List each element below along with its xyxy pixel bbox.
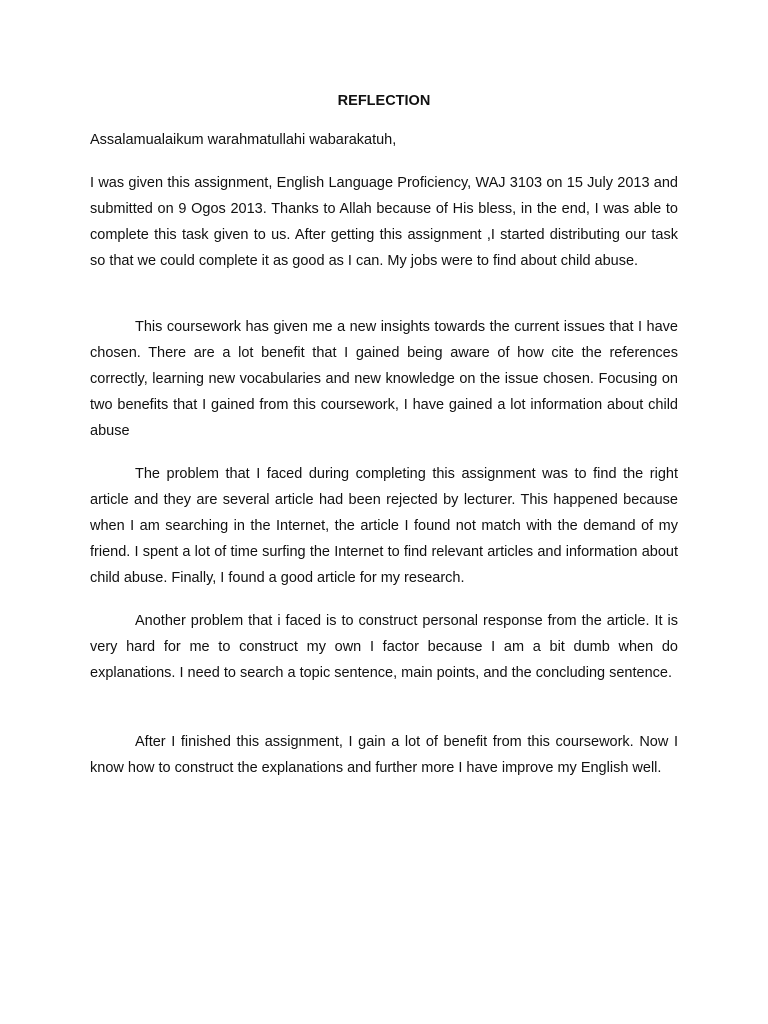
paragraph-4: Another problem that i faced is to construct personal response from the article. It is very hard for me to construct my own I factor because I am a bit dumb when do explanations. I need to search a topic sentence, main points, and the concluding sentence. bbox=[90, 613, 678, 681]
paragraph-1: I was given this assignment, English Language Proficiency, WAJ 3103 on 15 July 2013 and submitted on 9 Ogos 2013. Thanks to Allah because of His bless, in the end, I was able to complete this task given to us. After getting this assignment ,I started distributing our task so that we could complete it as good as I can. My jobs were to find about child abuse. bbox=[90, 175, 678, 269]
paragraph-3: The problem that I faced during completing this assignment was to find the right article and they are several article had been rejected by lecturer. This happened because when I am searching in the Internet, the article I found not match with the demand of my friend. I spent a lot of time surfing the Internet to find relevant articles and information about child abuse. Finally, I found a good article for my research. bbox=[90, 466, 678, 586]
greeting-line: Assalamualaikum warahmatullahi wabarakatuh, bbox=[90, 132, 397, 148]
paragraph-5: After I finished this assignment, I gain a lot of benefit from this coursework. Now I know how to construct the explanations and further more I have improve my English well. bbox=[90, 734, 678, 776]
document-title: REFLECTION bbox=[337, 93, 431, 109]
paragraph-2: This coursework has given me a new insights towards the current issues that I have chosen. There are a lot benefit that I gained being aware of how cite the references correctly, learning new vocabularies and new knowledge on the issue chosen. Focusing on two benefits that I gained from this coursework, I have gained a lot information about child abuse bbox=[90, 319, 678, 439]
